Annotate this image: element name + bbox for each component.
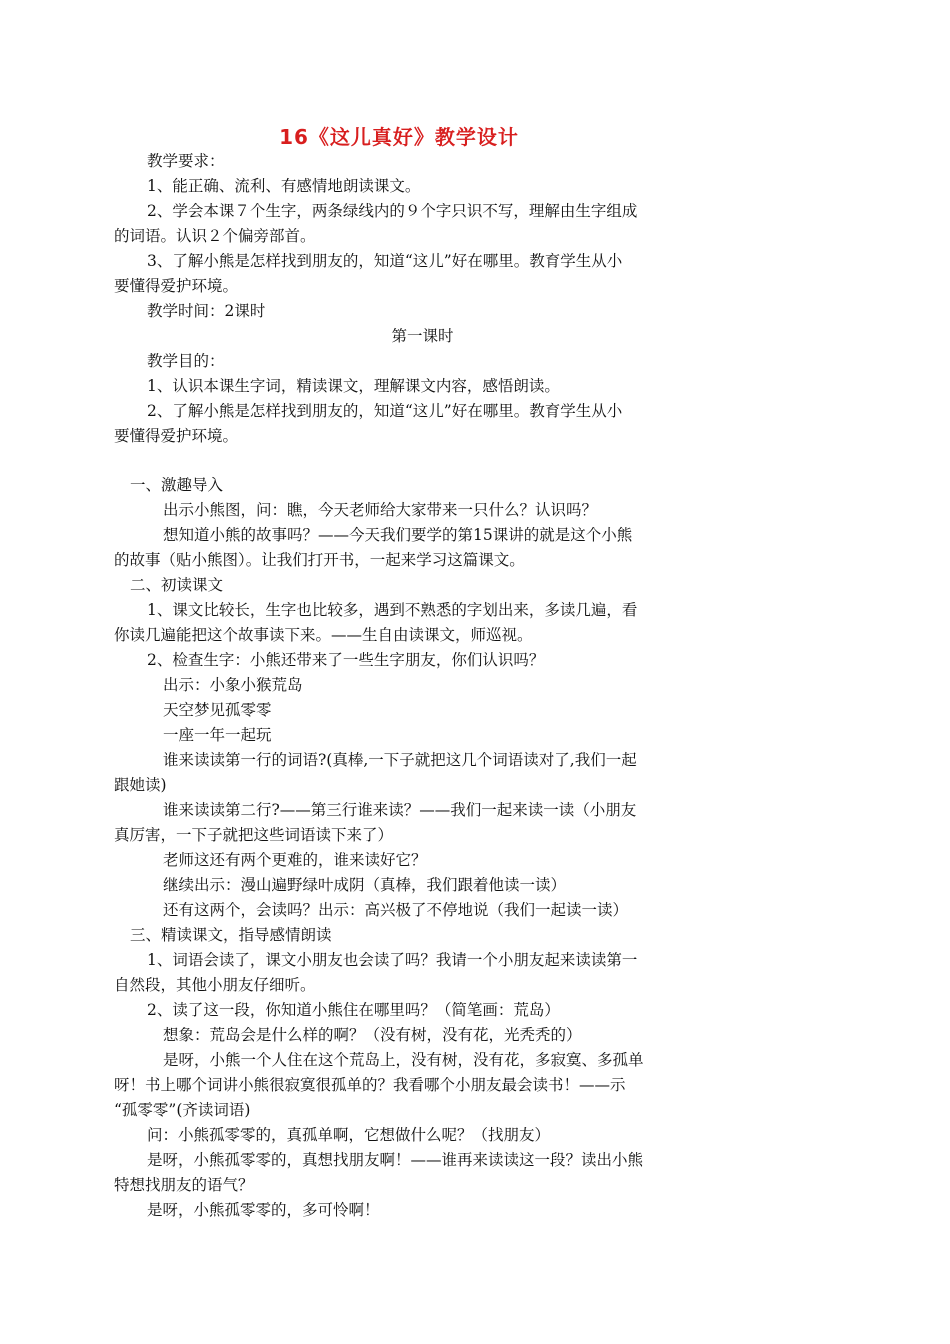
text-line: 谁来读读第二行?——第三行谁来读？——我们一起来读一读（小朋友 (163, 801, 637, 819)
text-line: 特想找朋友的语气？ (114, 1176, 254, 1194)
text-line: 继续出示：漫山遍野绿叶成阴（真棒，我们跟着他读一读） (163, 876, 567, 894)
text-line: 教学时间：2课时 (147, 302, 266, 320)
text-line: 自然段，其他小朋友仔细听。 (114, 976, 316, 994)
text-line: 问：小熊孤零零的，真孤单啊，它想做什么呢？（找朋友） (147, 1126, 551, 1144)
text-line: 2、读了这一段，你知道小熊住在哪里吗？（简笔画：荒岛） (147, 1001, 560, 1019)
text-line: 教学目的： (147, 352, 225, 370)
text-line: 出示小熊图，问：瞧，今天老师给大家带来一只什么？认识吗？ (163, 501, 598, 519)
text-line: 天空梦见孤零零 (163, 701, 272, 719)
text-line: 教学要求： (147, 152, 225, 170)
text-line: 真厉害，一下子就把这些词语读下来了） (114, 826, 394, 844)
text-line: 想象：荒岛会是什么样的啊？（没有树，没有花，光秃秃的） (163, 1026, 582, 1044)
text-line: 谁来读读第一行的词语?(真棒,一下子就把这几个词语读对了,我们一起 (163, 751, 637, 769)
section-heading: 三、精读课文，指导感情朗读 (130, 926, 332, 944)
text-line: 2、检查生字：小熊还带来了一些生字朋友，你们认识吗？ (147, 651, 545, 669)
text-line: 2、了解小熊是怎样找到朋友的，知道“这儿”好在哪里。教育学生从小 (147, 402, 623, 420)
text-line: 跟她读) (114, 776, 167, 794)
text-line: 的故事（贴小熊图）。让我们打开书，一起来学习这篇课文。 (114, 551, 525, 569)
section-heading: 二、初读课文 (130, 576, 224, 594)
text-line: 2、学会本课７个生字，两条绿线内的９个字只识不写，理解由生字组成 (147, 202, 638, 220)
text-line: 还有这两个，会读吗？出示：高兴极了不停地说（我们一起读一读） (163, 901, 629, 919)
text-line: 要懂得爱护环境。 (114, 277, 239, 295)
text-line: 是呀，小熊孤零零的，多可怜啊！ (147, 1201, 380, 1219)
text-line: 1、认识本课生字词，精读课文，理解课文内容，感悟朗读。 (147, 377, 560, 395)
document-title: 16《这儿真好》教学设计 (279, 125, 519, 149)
text-line: 1、能正确、流利、有感情地朗读课文。 (147, 177, 421, 195)
text-line: 3、了解小熊是怎样找到朋友的，知道“这儿”好在哪里。教育学生从小 (147, 252, 623, 270)
section-heading: 一、激趣导入 (130, 476, 224, 494)
text-line: 是呀，小熊孤零零的，真想找朋友啊！——谁再来读读这一段？读出小熊 (147, 1151, 644, 1169)
text-line: 出示：小象小猴荒岛 (163, 676, 303, 694)
text-line: 1、课文比较长，生字也比较多，遇到不熟悉的字划出来，多读几遍，看 (147, 601, 638, 619)
text-line: 想知道小熊的故事吗？——今天我们要学的第15课讲的就是这个小熊 (163, 526, 633, 544)
text-line: 老师这还有两个更难的，谁来读好它？ (163, 851, 427, 869)
text-line: 1、词语会读了，课文小朋友也会读了吗？我请一个小朋友起来读读第一 (147, 951, 638, 969)
text-line: 呀！书上哪个词讲小熊很寂寞很孤单的？我看哪个小朋友最会读书！——示 (114, 1076, 626, 1094)
text-line: “孤零零”(齐读词语) (114, 1101, 251, 1119)
text-line: 是呀，小熊一个人住在这个荒岛上，没有树，没有花，多寂寞、多孤单 (163, 1051, 644, 1069)
text-line: 要懂得爱护环境。 (114, 427, 239, 445)
text-line: 一座一年一起玩 (163, 726, 272, 744)
lesson-heading: 第一课时 (391, 327, 454, 345)
text-line: 你读几遍能把这个故事读下来。——生自由读课文，师巡视。 (114, 626, 533, 644)
text-line: 的词语。认识２个偏旁部首。 (114, 227, 316, 245)
